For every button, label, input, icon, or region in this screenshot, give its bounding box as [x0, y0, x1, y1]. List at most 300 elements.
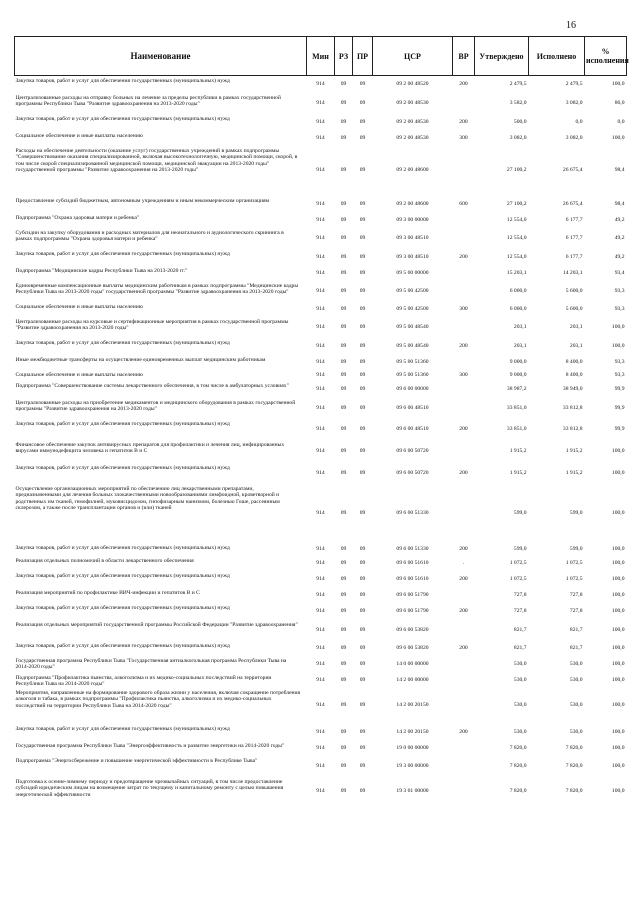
row-pr: 09	[359, 591, 366, 598]
row-name: Закупка товаров, работ и услуг для обеспечения государственных (муниципальных) нужд	[15, 339, 230, 346]
row-min: 914	[316, 509, 325, 516]
row-rz: 09	[340, 358, 347, 365]
row-executed: 821,7	[569, 626, 583, 633]
table-row	[15, 355, 627, 370]
row-percent: 100,0	[611, 342, 625, 349]
row-rz: 09	[340, 167, 347, 174]
row-name: Закупка товаров, работ и услуг для обеспечения государственных (муниципальных) нужд	[15, 464, 230, 471]
row-pr: 09	[359, 626, 366, 633]
row-percent: 100,0	[611, 323, 625, 330]
row-vr	[453, 266, 475, 281]
row-approved: 821,7	[513, 626, 527, 633]
table-row	[15, 370, 627, 381]
row-executed: 203,1	[569, 342, 583, 349]
row-name: Субсидии на закупку оборудования и расходных материалов для неонатального и аудиологического скрининга в рамках подпрограммы "Охрана здоровья матери и ребенка"	[15, 229, 284, 243]
table-row	[15, 463, 627, 484]
row-percent: 98,4	[614, 167, 625, 174]
row-csr: 14 2 00 20150	[396, 728, 429, 735]
table-row	[15, 673, 627, 688]
row-min: 914	[316, 404, 325, 411]
row-rz: 09	[340, 385, 347, 392]
row-csr: 09 6 00 51790	[396, 591, 429, 598]
row-rz: 09	[340, 626, 347, 633]
row-approved: 7 820,0	[509, 788, 527, 795]
row-approved: 500,0	[513, 118, 527, 125]
row-rz: 09	[340, 200, 347, 207]
table-row	[15, 338, 627, 355]
row-csr: 09 5 00 42500	[396, 287, 429, 294]
row-vr: 200	[459, 342, 468, 349]
row-csr: 09 6 00 53820	[396, 626, 429, 633]
row-name: Государственная программа Республики Тыва "Энергоэффективность и развитие энергетики на 2014-2020 годы"	[15, 742, 285, 749]
table-body	[15, 76, 627, 807]
row-vr: 200	[459, 118, 468, 125]
table-row	[15, 741, 627, 756]
row-executed: 38 949,0	[562, 385, 583, 392]
row-executed: 1 072,5	[565, 575, 583, 582]
row-rz: 09	[340, 509, 347, 516]
row-percent: 93,4	[614, 269, 625, 276]
table-row	[15, 302, 627, 317]
row-percent: 100,0	[611, 591, 625, 598]
row-rz: 09	[340, 788, 347, 795]
row-name: Подпрограмма "Энергосбережение и повышение энергетической эффективности в Республике Тыва"	[15, 757, 258, 764]
row-csr: 09 3 00 00000	[396, 216, 429, 223]
row-pr: 09	[359, 358, 366, 365]
table-row	[15, 688, 627, 724]
row-csr: 19 3 00 00000	[396, 762, 429, 769]
column-header-csr: ЦСР	[373, 37, 453, 76]
table-row	[15, 620, 627, 641]
table-row	[15, 381, 627, 398]
row-min: 914	[316, 702, 325, 709]
row-approved: 9 000,0	[509, 358, 527, 365]
row-approved: 6 000,0	[509, 287, 527, 294]
table-row	[15, 228, 627, 249]
row-name: Подпрограмма "Охрана здоровья матери и ребенка"	[15, 214, 140, 221]
table-row	[15, 114, 627, 131]
row-pr: 09	[359, 134, 366, 141]
table-row	[15, 756, 627, 777]
row-min: 914	[316, 676, 325, 683]
row-pr: 09	[359, 702, 366, 709]
budget-table	[14, 36, 627, 807]
row-vr	[453, 440, 475, 463]
table-header	[15, 37, 627, 76]
row-executed: 8 400,0	[565, 358, 583, 365]
row-min: 914	[316, 305, 325, 312]
row-vr: 200	[459, 425, 468, 432]
row-approved: 203,1	[513, 342, 527, 349]
row-name: Закупка товаров, работ и услуг для обеспечения государственных (муниципальных) нужд	[15, 78, 230, 84]
row-executed: 0,0	[575, 118, 583, 125]
row-vr: 200	[459, 644, 468, 651]
row-vr	[453, 741, 475, 756]
row-vr	[453, 673, 475, 688]
row-percent: 98,4	[614, 200, 625, 207]
row-pr: 09	[359, 644, 366, 651]
row-min: 914	[316, 644, 325, 651]
row-name: Осуществление организационных мероприятий по обеспечению лиц лекарственными препаратами, предназначенными для лечения больных злокачественными новообразованиями лимфоидной, кроветворной и родственных им тканей, гемофилией, муковисцидозом, гипофизарным нанизмом, болезнью Гоше, рассеянным склерозом, а также после трансплантации органов и (или) тканей	[15, 485, 280, 512]
row-name: Закупка товаров, работ и услуг для обеспечения государственных (муниципальных) нужд	[15, 572, 230, 579]
row-executed: 7 820,0	[565, 788, 583, 795]
table-row	[15, 131, 627, 146]
row-executed: 599,0	[569, 545, 583, 552]
row-vr: 200	[459, 545, 468, 552]
row-vr	[453, 398, 475, 419]
row-csr: 09 5 00 00000	[396, 269, 429, 276]
row-approved: 599,0	[513, 545, 527, 552]
row-approved: 3 582,0	[509, 99, 527, 106]
row-pr: 09	[359, 253, 366, 260]
row-pr: 09	[359, 676, 366, 683]
row-vr: 200	[459, 80, 468, 87]
row-rz: 09	[340, 371, 347, 378]
row-approved: 38 987,2	[506, 385, 527, 392]
row-executed: 6 177,7	[565, 234, 583, 241]
row-min: 914	[316, 200, 325, 207]
table-row	[15, 641, 627, 656]
row-name: Закупка товаров, работ и услуг для обеспечения государственных (муниципальных) нужд	[15, 604, 230, 611]
row-executed: 33 812,8	[562, 425, 583, 432]
row-approved: 727,8	[513, 591, 527, 598]
row-percent: 0,0	[617, 118, 625, 125]
row-percent: 100,0	[611, 575, 625, 582]
row-rz: 09	[340, 744, 347, 751]
row-pr: 09	[359, 80, 366, 87]
table-row	[15, 543, 627, 556]
row-rz: 09	[340, 253, 347, 260]
row-min: 914	[316, 269, 325, 276]
row-min: 914	[316, 118, 325, 125]
row-rz: 09	[340, 323, 347, 330]
row-name: Централизованные расходы на курсовые и сертификационные мероприятия в рамках государственной программы "Развитие здравоохранения на 2013-2020 годы"	[15, 318, 289, 332]
column-header-approved: Утверждено	[475, 37, 529, 76]
row-approved: 530,0	[513, 660, 527, 667]
table-row	[15, 588, 627, 603]
row-approved: 1 072,5	[509, 575, 527, 582]
row-name: Расходы на обеспечение деятельности (оказание услуг) государственных учреждений в рамках подпрограммы "Совершенствование оказания специализированной, включая высокотехнологичную, медицинской помощи, скорой, в том числе скорой специализированной медицинской помощи, медицинской эвакуации на 2013-2020 годы" государственной программы "Развитие здравоохранения на 2013-2020 годы"	[15, 147, 298, 174]
row-min: 914	[316, 447, 325, 454]
row-rz: 09	[340, 342, 347, 349]
row-name: Реализация отдельных полномочий в области лекарственного обеспечения	[15, 557, 194, 564]
row-vr: 300	[459, 134, 468, 141]
row-pr: 09	[359, 559, 366, 566]
row-csr: 14 0 00 00000	[396, 660, 429, 667]
row-pr: 09	[359, 385, 366, 392]
row-rz: 09	[340, 762, 347, 769]
row-percent: 100,0	[611, 80, 625, 87]
row-name: Социальное обеспечение и иные выплаты населению	[15, 371, 143, 378]
row-executed: 6 177,7	[565, 253, 583, 260]
row-executed: 26 675,4	[562, 167, 583, 174]
row-min: 914	[316, 99, 325, 106]
row-percent: 100,0	[611, 762, 625, 769]
table-row	[15, 281, 627, 302]
page-number: 16	[566, 20, 576, 31]
table-row	[15, 146, 627, 196]
row-rz: 09	[340, 404, 347, 411]
column-header-rz: РЗ	[335, 37, 353, 76]
row-vr	[453, 756, 475, 777]
row-min: 914	[316, 358, 325, 365]
row-pr: 09	[359, 287, 366, 294]
row-name: Мероприятия, направленные на формирование здорового образа жизни у населения, включая сокращение потребления алкоголя и табака, в рамках подпрограммы "Профилактика пьянства, алкоголизма и их медико-социальных последствий на территории Республики Тыва на 2014-2020 годы"	[15, 689, 301, 709]
row-percent: 100,0	[611, 676, 625, 683]
row-csr: 09 2 00 48600	[396, 200, 429, 207]
row-name: Единовременные компенсационные выплаты медицинским работникам в рамках подпрограммы "Медицинские кадры Республики Тыва на 2013-2020 годы" государственной программы "Развитие здравоохранения на 2013-2020 годы"	[15, 282, 299, 296]
row-name: Подпрограмма "Профилактика пьянства, алкоголизма и их медико-социальных последствий на территории Республики Тыва на 2014-2020 годы"	[15, 674, 272, 688]
row-percent: 100,0	[611, 559, 625, 566]
row-percent: 99,9	[614, 425, 625, 432]
row-name: Государственная программа Республики Тыва "Государственная антиалкогольная программа Республики Тыва на 2014-2020 годы"	[15, 657, 287, 671]
row-vr	[453, 688, 475, 724]
row-name: Закупка товаров, работ и услуг для обеспечения государственных (муниципальных) нужд	[15, 642, 230, 649]
row-percent: 86,0	[614, 99, 625, 106]
row-pr: 09	[359, 167, 366, 174]
row-rz: 09	[340, 287, 347, 294]
column-header-min: Мин	[307, 37, 335, 76]
row-csr: 09 6 00 50720	[396, 447, 429, 454]
row-percent: 100,0	[611, 545, 625, 552]
row-name: Централизованные расходы на приобретение медикаментов и медицинского оборудования в рамках государственной программы "Развитие здравоохранения на 2013-2020 годы"	[15, 399, 296, 413]
row-percent: 100,0	[611, 447, 625, 454]
row-rz: 09	[340, 447, 347, 454]
row-csr: 09 3 00 48510	[396, 234, 429, 241]
row-name: Финансовое обеспечение закупок антивирусных препаратов для профилактики и лечения лиц, инфицированных вирусами иммунодефицита человека и гепатитов В и С	[15, 441, 285, 455]
row-csr: 09 5 00 51360	[396, 358, 429, 365]
row-min: 914	[316, 626, 325, 633]
row-csr: 09 5 00 42500	[396, 305, 429, 312]
row-percent: 49,2	[614, 234, 625, 241]
row-min: 914	[316, 762, 325, 769]
row-executed: 2 479,5	[565, 80, 583, 87]
row-executed: 7 820,0	[565, 744, 583, 751]
row-vr	[453, 588, 475, 603]
row-min: 914	[316, 371, 325, 378]
row-approved: 530,0	[513, 676, 527, 683]
row-name: Закупка товаров, работ и услуг для обеспечения государственных (муниципальных) нужд	[15, 115, 230, 122]
row-approved: 599,0	[513, 509, 527, 516]
table-row	[15, 213, 627, 228]
row-rz: 09	[340, 559, 347, 566]
row-percent: 100,0	[611, 626, 625, 633]
row-percent: 100,0	[611, 607, 625, 614]
row-rz: 09	[340, 234, 347, 241]
row-min: 914	[316, 80, 325, 87]
table-row	[15, 93, 627, 114]
row-name: Реализация мероприятий по профилактике ВИЧ-инфекции и гепатитов В и С	[15, 589, 200, 596]
row-min: 914	[316, 728, 325, 735]
row-pr: 09	[359, 200, 366, 207]
row-pr: 09	[359, 762, 366, 769]
table-row	[15, 484, 627, 543]
row-name: Подготовка к осенне-зимнему периоду и предотвращение чрезвычайных ситуаций, в том числе предоставление субсидий юридическим лицам на возмещение затрат по текущему и капитальному ремонту с целью повышения энергетической эффективности	[15, 778, 284, 798]
row-rz: 09	[340, 80, 347, 87]
row-approved: 1 915,2	[509, 469, 527, 476]
row-min: 914	[316, 323, 325, 330]
row-percent: 100,0	[611, 744, 625, 751]
row-approved: 203,1	[513, 323, 527, 330]
row-vr: .	[462, 559, 465, 566]
table-row	[15, 76, 627, 93]
row-executed: 727,8	[569, 607, 583, 614]
row-csr: 14 2 00 20150	[396, 702, 429, 709]
row-min: 914	[316, 591, 325, 598]
row-executed: 530,0	[569, 660, 583, 667]
table-row	[15, 724, 627, 741]
row-approved: 12 554,0	[506, 253, 527, 260]
row-executed: 26 675,4	[562, 200, 583, 207]
row-approved: 15 203,1	[506, 269, 527, 276]
row-vr: 200	[459, 575, 468, 582]
row-rz: 09	[340, 607, 347, 614]
row-percent: 100,0	[611, 134, 625, 141]
row-approved: 2 479,5	[509, 80, 527, 87]
row-csr: 09 6 00 53820	[396, 644, 429, 651]
row-csr: 09 5 00 51360	[396, 371, 429, 378]
row-executed: 3 082,0	[565, 99, 583, 106]
row-executed: 7 820,0	[565, 762, 583, 769]
row-rz: 09	[340, 216, 347, 223]
row-min: 914	[316, 385, 325, 392]
row-executed: 1 915,2	[565, 469, 583, 476]
row-csr: 09 6 00 00000	[396, 385, 429, 392]
row-name: Иные межбюджетные трансферты на осуществление единовременных выплат медицинским работникам	[15, 356, 266, 363]
row-vr: 200	[459, 728, 468, 735]
row-percent: 100,0	[611, 728, 625, 735]
row-rz: 09	[340, 575, 347, 582]
column-header-executed: Исполнено	[529, 37, 585, 76]
table-row	[15, 440, 627, 463]
row-name: Подпрограмма "Медицинские кадры Республики Тыва на 2013-2020 гг."	[15, 267, 188, 274]
row-min: 914	[316, 342, 325, 349]
row-pr: 09	[359, 509, 366, 516]
table-row	[15, 556, 627, 571]
row-rz: 09	[340, 728, 347, 735]
row-vr	[453, 355, 475, 370]
row-vr	[453, 777, 475, 807]
row-vr: 200	[459, 607, 468, 614]
table-row	[15, 777, 627, 807]
row-csr: 09 6 00 51330	[396, 545, 429, 552]
row-vr	[453, 213, 475, 228]
row-name: Закупка товаров, работ и услуг для обеспечения государственных (муниципальных) нужд	[15, 420, 230, 427]
row-executed: 8 400,0	[565, 371, 583, 378]
row-min: 914	[316, 167, 325, 174]
row-percent: 93,3	[614, 305, 625, 312]
row-csr: 14 2 00 00000	[396, 676, 429, 683]
row-executed: 530,0	[569, 702, 583, 709]
row-csr: 09 3 00 48510	[396, 253, 429, 260]
row-name: Закупка товаров, работ и услуг для обеспечения государственных (муниципальных) нужд	[15, 725, 230, 732]
row-pr: 09	[359, 607, 366, 614]
row-rz: 09	[340, 545, 347, 552]
row-approved: 821,7	[513, 644, 527, 651]
row-csr: 09 5 00 48540	[396, 342, 429, 349]
row-percent: 93,3	[614, 358, 625, 365]
row-vr	[453, 656, 475, 673]
row-pr: 09	[359, 118, 366, 125]
row-pr: 09	[359, 269, 366, 276]
row-min: 914	[316, 744, 325, 751]
row-vr: 200	[459, 253, 468, 260]
row-executed: 6 177,7	[565, 216, 583, 223]
row-csr: 09 2 00 48530	[396, 118, 429, 125]
row-rz: 09	[340, 469, 347, 476]
row-vr	[453, 317, 475, 338]
row-csr: 09 6 00 51790	[396, 607, 429, 614]
row-rz: 09	[340, 425, 347, 432]
row-pr: 09	[359, 575, 366, 582]
row-approved: 727,8	[513, 607, 527, 614]
row-min: 914	[316, 607, 325, 614]
row-approved: 12 554,0	[506, 234, 527, 241]
row-csr: 19 3 01 00000	[396, 788, 429, 795]
row-rz: 09	[340, 676, 347, 683]
row-executed: 1 072,5	[565, 559, 583, 566]
row-pr: 09	[359, 323, 366, 330]
row-csr: 09 6 00 51610	[396, 575, 429, 582]
row-pr: 09	[359, 342, 366, 349]
table-row	[15, 196, 627, 213]
row-rz: 09	[340, 644, 347, 651]
row-pr: 09	[359, 744, 366, 751]
row-approved: 12 554,0	[506, 216, 527, 223]
row-pr: 09	[359, 216, 366, 223]
row-min: 914	[316, 469, 325, 476]
row-min: 914	[316, 545, 325, 552]
row-approved: 27 100,2	[506, 200, 527, 207]
row-csr: 09 5 00 48540	[396, 323, 429, 330]
row-pr: 09	[359, 788, 366, 795]
row-pr: 09	[359, 234, 366, 241]
row-rz: 09	[340, 99, 347, 106]
row-executed: 5 600,0	[565, 305, 583, 312]
row-vr	[453, 228, 475, 249]
row-executed: 727,8	[569, 591, 583, 598]
row-vr	[453, 381, 475, 398]
table-row	[15, 603, 627, 620]
column-header-name: Наименование	[15, 37, 307, 76]
column-header-percent: % исполнения	[585, 37, 627, 76]
row-percent: 100,0	[611, 644, 625, 651]
table-row	[15, 419, 627, 440]
row-approved: 1 915,2	[509, 447, 527, 454]
row-pr: 09	[359, 469, 366, 476]
row-percent: 100,0	[611, 660, 625, 667]
row-percent: 100,0	[611, 702, 625, 709]
row-approved: 6 000,0	[509, 305, 527, 312]
row-min: 914	[316, 287, 325, 294]
row-csr: 09 2 00 48530	[396, 99, 429, 106]
row-executed: 1 915,2	[565, 447, 583, 454]
row-csr: 09 6 00 48510	[396, 404, 429, 411]
row-min: 914	[316, 788, 325, 795]
row-approved: 1 072,5	[509, 559, 527, 566]
row-executed: 14 203,1	[562, 269, 583, 276]
table-row	[15, 656, 627, 673]
row-csr: 09 2 00 48600	[396, 167, 429, 174]
row-min: 914	[316, 216, 325, 223]
row-rz: 09	[340, 269, 347, 276]
row-min: 914	[316, 253, 325, 260]
row-csr: 09 6 00 48510	[396, 425, 429, 432]
row-name: Централизованные расходы на отправку больных на лечение за пределы республики в рамках государственной программы Республики Тыва "Развитие здравоохранения на 2013-2020 годы"	[15, 94, 281, 108]
row-approved: 33 851,0	[506, 425, 527, 432]
row-approved: 33 851,0	[506, 404, 527, 411]
row-pr: 09	[359, 371, 366, 378]
